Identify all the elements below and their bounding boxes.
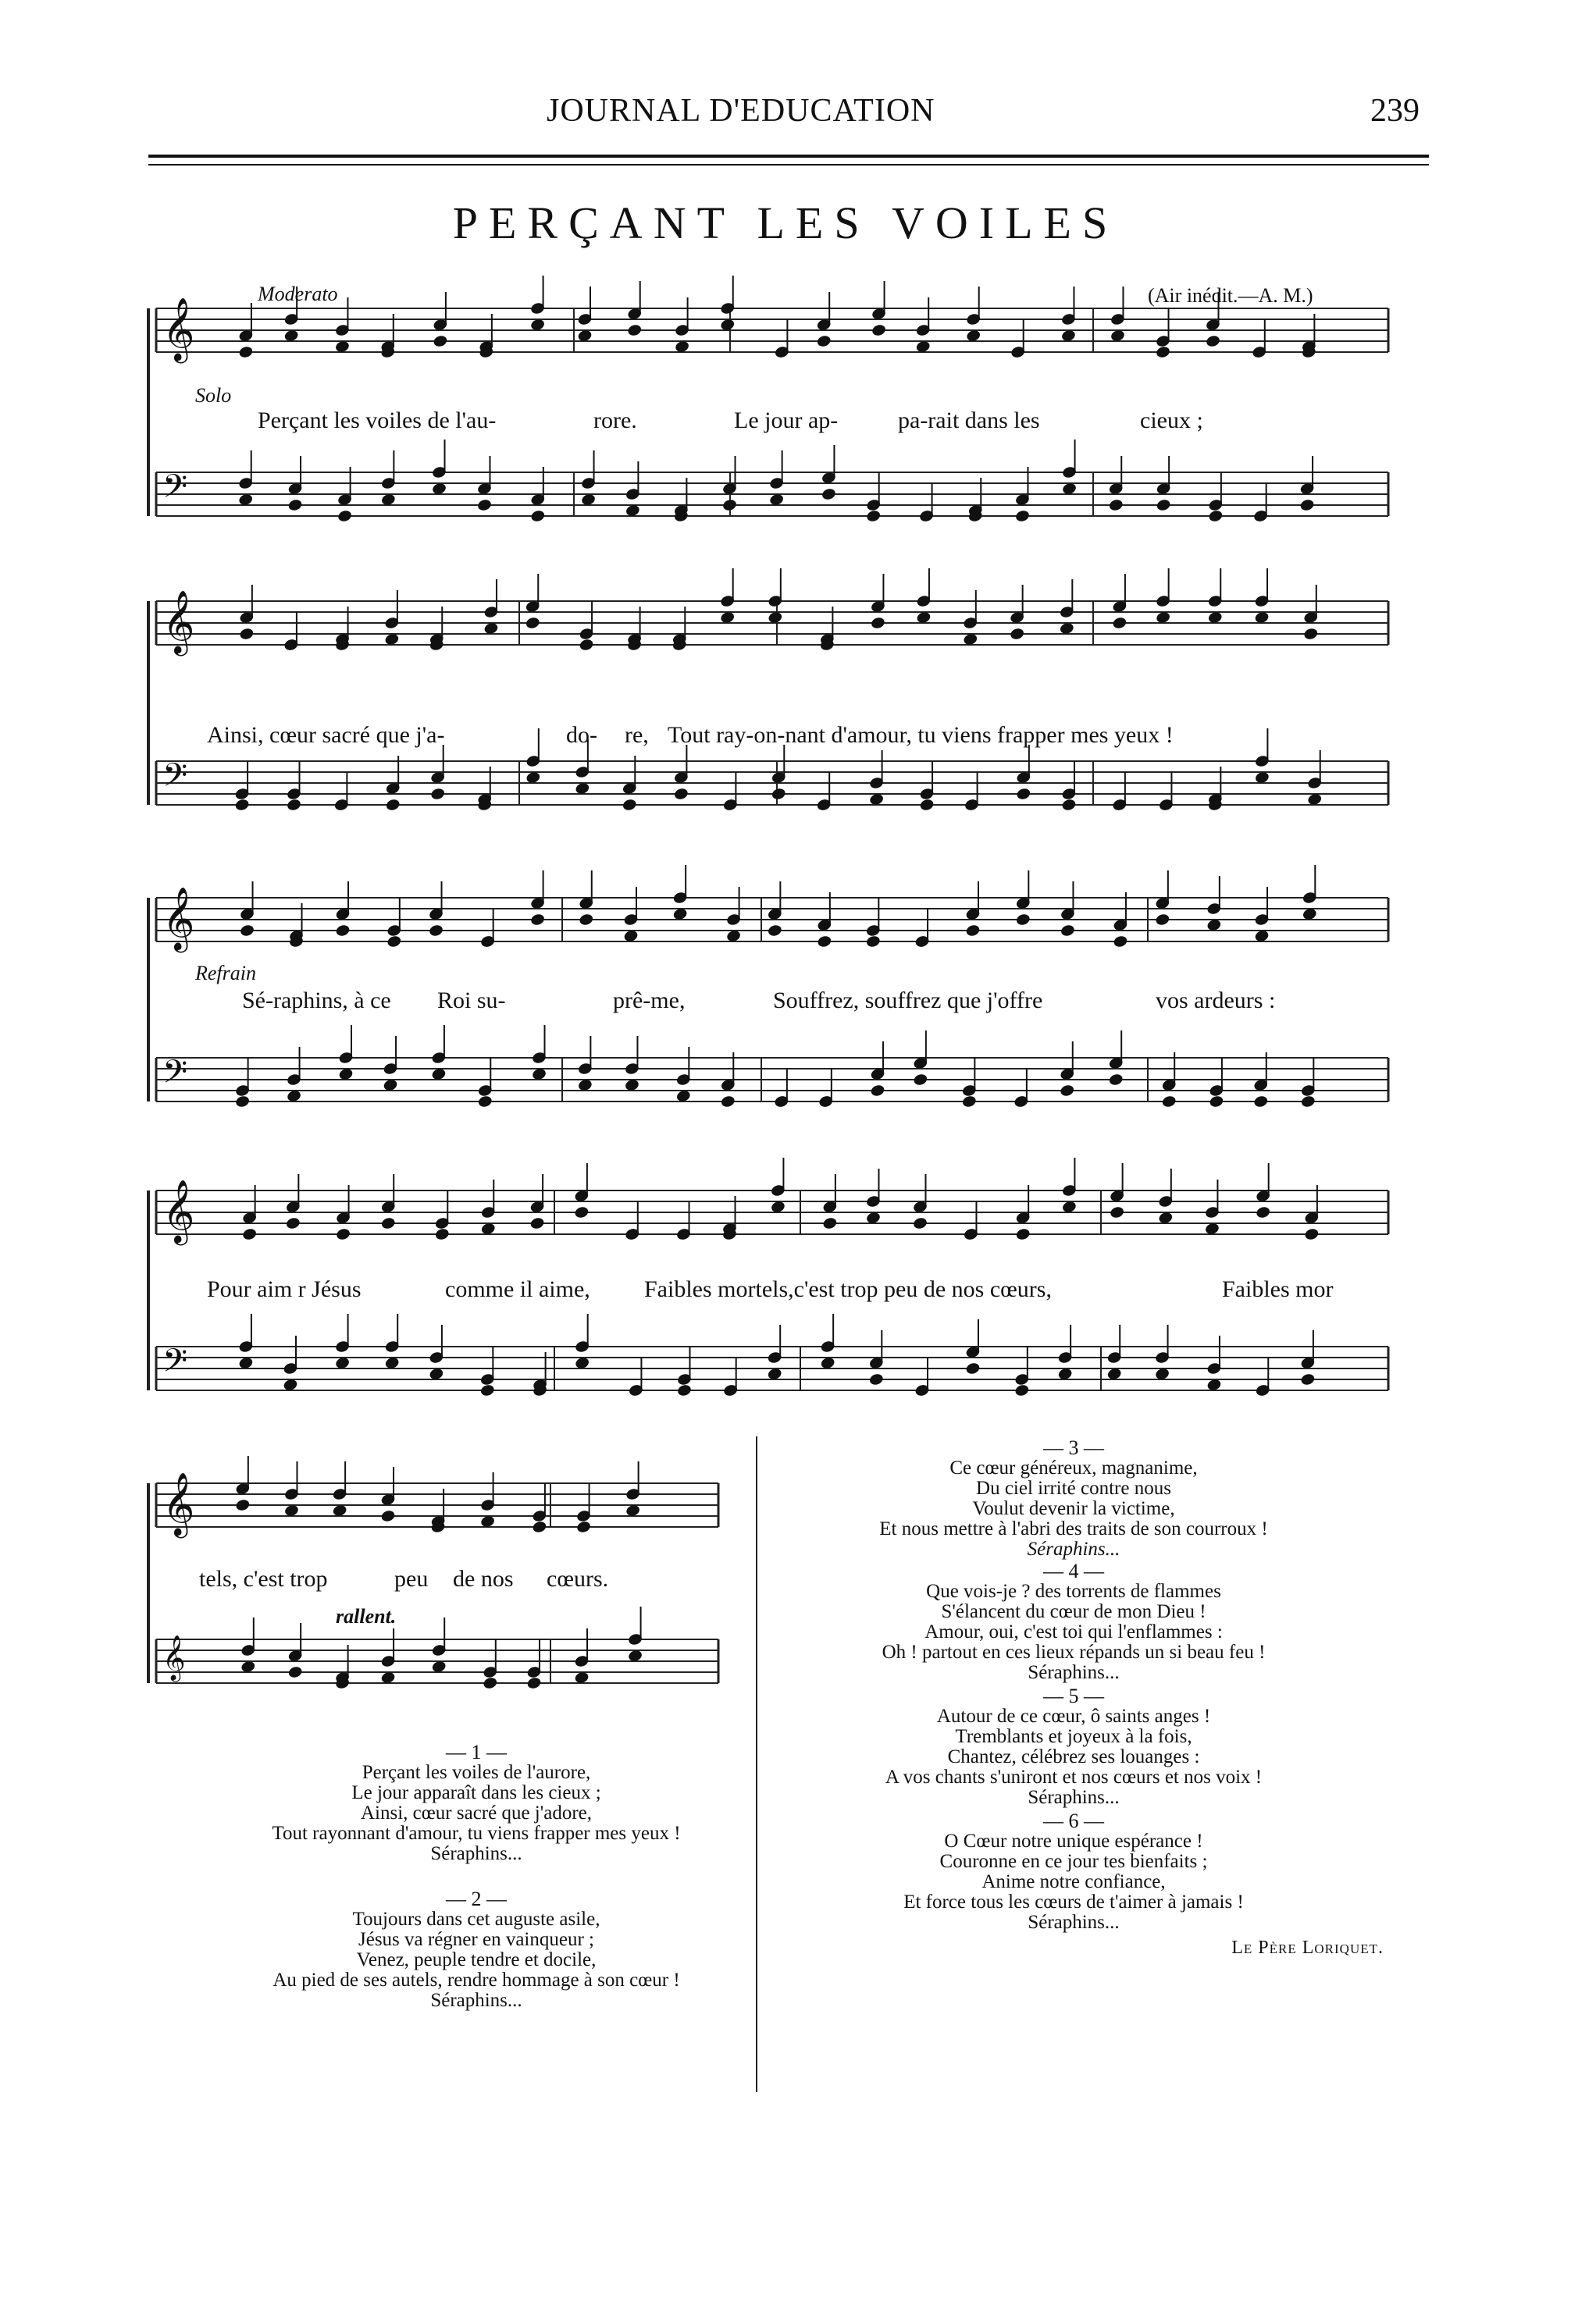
note-head bbox=[386, 799, 401, 812]
lyric-5-2: peu bbox=[394, 1566, 429, 1592]
note-head bbox=[431, 1068, 446, 1081]
refrain-label: Refrain bbox=[195, 962, 256, 984]
note-head bbox=[480, 1515, 495, 1529]
note-head bbox=[238, 346, 253, 359]
note-head bbox=[480, 1384, 495, 1397]
note-head bbox=[575, 1357, 590, 1370]
note-head bbox=[1016, 1228, 1031, 1241]
note-head bbox=[525, 771, 540, 785]
stanza-2-line-2: Jésus va régner en vainqueur ; bbox=[358, 1929, 594, 1950]
stanza-3-line-1: Ce cœur généreux, magnanime, bbox=[949, 1457, 1198, 1479]
note-head bbox=[1300, 499, 1315, 512]
note-head bbox=[674, 788, 689, 801]
note-head bbox=[721, 1095, 736, 1109]
treble-clef-icon: 𝄞 bbox=[162, 297, 195, 361]
lyric-1-1: Perçant les voiles de l'au- bbox=[258, 408, 497, 433]
lyric-3-5: vos ardeurs : bbox=[1156, 988, 1276, 1013]
stanza-5-line-1: Autour de ce cœur, ô saints anges ! bbox=[936, 1706, 1211, 1727]
note-head bbox=[1155, 1368, 1170, 1381]
note-head bbox=[1060, 622, 1074, 635]
note-head bbox=[822, 1217, 837, 1230]
stanza-2-refrain: Séraphins... bbox=[430, 1990, 522, 2011]
author-signature: Le Père Loriquet. bbox=[1231, 1938, 1384, 1958]
stanza-4-refrain: Séraphins... bbox=[1028, 1662, 1120, 1683]
note-head bbox=[337, 510, 352, 523]
note-head bbox=[530, 913, 545, 927]
note-head bbox=[965, 924, 980, 938]
lyric-3-1: Sé-raphins, à ce bbox=[242, 988, 391, 1013]
note-head bbox=[720, 319, 735, 332]
note-head bbox=[1206, 335, 1220, 348]
note-head bbox=[623, 930, 638, 943]
note-head bbox=[1060, 924, 1075, 938]
note-head bbox=[335, 340, 350, 354]
note-head bbox=[235, 1095, 250, 1109]
note-head bbox=[381, 493, 396, 507]
note-head bbox=[821, 1357, 835, 1370]
note-head bbox=[574, 1671, 589, 1685]
note-head bbox=[1110, 1206, 1124, 1219]
note-head bbox=[1206, 1379, 1221, 1392]
stanza-3-refrain: Séraphins... bbox=[1027, 1539, 1120, 1560]
note-head bbox=[579, 639, 594, 652]
stanza-3-line-3: Voulut devenir la victime, bbox=[972, 1498, 1175, 1519]
stanza-6-line-3: Anime notre confiance, bbox=[981, 1871, 1166, 1892]
note-head bbox=[242, 1228, 257, 1241]
note-head bbox=[1205, 1223, 1220, 1236]
rallent-label: rallent. bbox=[336, 1605, 397, 1628]
note-head bbox=[1155, 913, 1170, 927]
note-head bbox=[381, 1217, 396, 1230]
note-head bbox=[913, 1217, 928, 1230]
stanza-6 bbox=[769, 1811, 1378, 1933]
stanza-1-line-4: Tout rayonnant d'amour, tu viens frapper mes yeux ! bbox=[272, 1823, 681, 1844]
note-head bbox=[625, 1504, 640, 1518]
note-head bbox=[1010, 628, 1024, 641]
note-head bbox=[625, 1079, 639, 1092]
note-head bbox=[870, 1084, 885, 1098]
stanza-4-line-4: Oh ! partout en ces lieux répands un si beau feu ! bbox=[882, 1642, 1266, 1663]
note-head bbox=[284, 329, 299, 343]
note-head bbox=[913, 1073, 928, 1087]
note-head bbox=[769, 493, 784, 507]
note-head bbox=[1061, 799, 1076, 812]
note-head bbox=[628, 1650, 643, 1663]
stanza-5 bbox=[769, 1686, 1378, 1808]
note-head bbox=[625, 504, 640, 518]
note-head bbox=[286, 1217, 301, 1230]
note-head bbox=[1062, 1201, 1077, 1214]
note-head bbox=[1158, 1212, 1173, 1225]
note-head bbox=[1061, 329, 1076, 343]
note-head bbox=[532, 1068, 547, 1081]
stanza-2-line-4: Au pied de ses autels, rendre hommage à son cœur ! bbox=[273, 1970, 680, 1991]
note-head bbox=[429, 924, 444, 938]
note-head bbox=[432, 482, 447, 496]
note-head bbox=[333, 1504, 347, 1518]
note-head bbox=[771, 788, 786, 801]
note-head bbox=[871, 324, 886, 337]
note-head bbox=[387, 935, 401, 948]
note-head bbox=[576, 1521, 591, 1534]
note-head bbox=[1107, 1368, 1122, 1381]
song-title: PERÇANT LES VOILES bbox=[452, 198, 1119, 248]
stanza-3-line-4: Et nous mettre à l'abri des traits de son courroux ! bbox=[879, 1518, 1268, 1539]
note-head bbox=[574, 1206, 589, 1219]
note-head bbox=[962, 1095, 977, 1109]
note-head bbox=[240, 1660, 255, 1674]
note-head bbox=[677, 1384, 692, 1397]
note-head bbox=[578, 1079, 593, 1092]
solo-label: Solo bbox=[195, 384, 232, 407]
note-head bbox=[1307, 793, 1322, 806]
bass-clef-icon: 𝄢 bbox=[162, 468, 188, 513]
note-head bbox=[238, 1357, 253, 1370]
lyric-2-1: Ainsi, cœur sacré que j'a- bbox=[207, 722, 445, 748]
note-head bbox=[1255, 771, 1270, 785]
note-head bbox=[335, 924, 350, 938]
note-head bbox=[287, 799, 301, 812]
note-head bbox=[530, 510, 545, 523]
bass-clef-icon: 𝄢 bbox=[162, 756, 188, 802]
note-head bbox=[1015, 510, 1030, 523]
note-head bbox=[383, 1079, 397, 1092]
note-head bbox=[722, 499, 737, 512]
note-head bbox=[866, 935, 881, 948]
treble-clef-icon: 𝄞 bbox=[162, 589, 195, 653]
note-head bbox=[238, 493, 253, 507]
note-head bbox=[478, 1095, 493, 1109]
stanza-2-number: — 2 — bbox=[446, 1888, 507, 1910]
lyric-4-2: comme il aime, bbox=[445, 1276, 590, 1302]
note-head bbox=[871, 617, 885, 630]
note-head bbox=[481, 1223, 496, 1236]
stanza-4 bbox=[769, 1561, 1378, 1683]
note-head bbox=[530, 319, 545, 332]
lyric-3-4: Souffrez, souffrez que j'offre bbox=[773, 988, 1043, 1013]
lyric-3-3: prê-me, bbox=[613, 988, 686, 1013]
note-head bbox=[235, 799, 250, 812]
note-head bbox=[483, 622, 498, 635]
stanza-2 bbox=[211, 1889, 742, 2011]
note-head bbox=[866, 510, 881, 523]
note-head bbox=[483, 1677, 497, 1690]
stanza-5-line-3: Chantez, célébrez ses louanges : bbox=[947, 1746, 1200, 1767]
lyric-1-2: rore. bbox=[593, 408, 637, 433]
note-head bbox=[1062, 482, 1077, 496]
note-head bbox=[1156, 499, 1171, 512]
stanza-3-number: — 3 — bbox=[1043, 1436, 1104, 1459]
note-head bbox=[575, 782, 590, 795]
note-head bbox=[768, 611, 782, 625]
note-head bbox=[966, 329, 981, 343]
stanza-4-line-1: Que vois-je ? des torrents de flammes bbox=[926, 1581, 1221, 1602]
note-head bbox=[1304, 1228, 1319, 1241]
treble-clef-icon: 𝄞 bbox=[162, 886, 195, 950]
lyric-5-4: cœurs. bbox=[547, 1566, 609, 1592]
stanza-3-line-2: Du ciel irrité contre nous bbox=[976, 1478, 1171, 1499]
note-head bbox=[726, 930, 741, 943]
stanza-5-line-4: A vos chants s'uniront et nos cœurs et nos voix ! bbox=[885, 1767, 1263, 1788]
note-head bbox=[821, 488, 836, 501]
note-head bbox=[768, 924, 782, 938]
stanza-3 bbox=[769, 1438, 1378, 1560]
note-head bbox=[384, 633, 399, 646]
note-head bbox=[581, 493, 596, 507]
note-head bbox=[577, 329, 592, 343]
note-head bbox=[336, 1228, 351, 1241]
stanza-4-line-3: Amour, oui, c'est toi qui l'enflammes : bbox=[924, 1621, 1223, 1642]
lyric-1-5: cieux ; bbox=[1140, 408, 1203, 433]
note-head bbox=[1209, 1095, 1224, 1109]
lyric-1-3: Le jour ap- bbox=[734, 408, 839, 433]
bass-clef-icon: 𝄢 bbox=[162, 1342, 188, 1387]
note-head bbox=[1113, 935, 1127, 948]
note-head bbox=[433, 335, 447, 348]
bass-clef-icon: 𝄢 bbox=[162, 1053, 188, 1098]
note-head bbox=[1016, 913, 1031, 927]
stanza-6-refrain: Séraphins... bbox=[1028, 1912, 1120, 1933]
note-head bbox=[1060, 1084, 1074, 1098]
note-head bbox=[817, 335, 832, 348]
note-head bbox=[627, 324, 642, 337]
note-head bbox=[1112, 617, 1127, 630]
note-head bbox=[579, 913, 593, 927]
treble-clef-icon: 𝄞 bbox=[162, 1472, 195, 1536]
attribution: (Air inédit.—A. M.) bbox=[1148, 284, 1313, 307]
note-head bbox=[869, 793, 884, 806]
note-head bbox=[532, 1521, 547, 1534]
stanza-1-number: — 1 — bbox=[446, 1741, 507, 1763]
note-head bbox=[1300, 1373, 1315, 1386]
note-head bbox=[429, 1368, 444, 1381]
note-head bbox=[676, 1090, 691, 1103]
note-head bbox=[1254, 930, 1269, 943]
note-head bbox=[525, 617, 540, 630]
note-head bbox=[1058, 1368, 1073, 1381]
stanza-1-line-3: Ainsi, cœur sacré que j'adore, bbox=[360, 1803, 593, 1824]
note-head bbox=[338, 1068, 353, 1081]
stanza-1 bbox=[211, 1742, 742, 1864]
treble-clef-icon: 𝄞 bbox=[162, 1179, 195, 1243]
stanza-1-line-2: Le jour apparaît dans les cieux ; bbox=[351, 1782, 601, 1803]
note-head bbox=[866, 1212, 881, 1225]
note-head bbox=[284, 1504, 299, 1518]
note-head bbox=[771, 1201, 786, 1214]
note-head bbox=[720, 611, 735, 625]
note-head bbox=[1110, 329, 1125, 343]
note-head bbox=[1156, 346, 1170, 359]
note-head bbox=[768, 1368, 782, 1381]
note-head bbox=[673, 908, 688, 921]
tempo-marking: Moderato bbox=[258, 283, 338, 305]
stanza-5-number: — 5 — bbox=[1043, 1685, 1104, 1707]
note-head bbox=[1254, 611, 1269, 625]
note-head bbox=[283, 1379, 297, 1392]
note-head bbox=[1156, 611, 1170, 625]
note-head bbox=[526, 1677, 541, 1690]
note-head bbox=[288, 1666, 303, 1679]
note-head bbox=[240, 924, 255, 938]
note-head bbox=[1301, 1095, 1316, 1109]
note-head bbox=[1206, 919, 1221, 932]
note-head bbox=[1016, 788, 1031, 801]
bass-clef-icon: 𝄞 bbox=[162, 1635, 186, 1680]
lyric-2-2: do- bbox=[566, 722, 597, 748]
stanza-6-line-1: O Cœur notre unique espérance ! bbox=[944, 1831, 1203, 1852]
note-head bbox=[381, 1671, 396, 1685]
stanza-2-line-1: Toujours dans cet auguste asile, bbox=[352, 1909, 600, 1930]
note-head bbox=[916, 611, 931, 625]
note-head bbox=[919, 799, 934, 812]
lyric-1-4: pa-rait dans les bbox=[898, 408, 1040, 433]
note-head bbox=[435, 1228, 450, 1241]
note-head bbox=[1162, 1095, 1177, 1109]
note-head bbox=[1109, 499, 1124, 512]
note-head bbox=[963, 633, 978, 646]
note-head bbox=[380, 1510, 395, 1523]
note-head bbox=[965, 1362, 980, 1376]
note-head bbox=[1256, 1206, 1270, 1219]
note-head bbox=[1208, 611, 1223, 625]
note-head bbox=[385, 1357, 400, 1370]
lyric-2-3: re, bbox=[625, 722, 649, 748]
note-head bbox=[916, 340, 931, 354]
column-divider bbox=[756, 1436, 757, 2092]
stanza-5-line-2: Tremblants et joyeux à la fois, bbox=[955, 1726, 1192, 1747]
note-head bbox=[1208, 510, 1223, 523]
note-head bbox=[432, 1660, 447, 1674]
stanza-6-number: — 6 — bbox=[1043, 1810, 1104, 1832]
stanza-4-number: — 4 — bbox=[1043, 1560, 1104, 1582]
stanza-6-line-2: Couronne en ce jour tes bienfaits ; bbox=[939, 1851, 1208, 1872]
lyric-4-3: Faibles mortels,c'est trop peu de nos cœurs, bbox=[644, 1276, 1052, 1302]
note-head bbox=[239, 628, 254, 641]
lyric-3-2: Roi su- bbox=[437, 988, 506, 1013]
note-head bbox=[622, 799, 637, 812]
note-head bbox=[817, 935, 832, 948]
note-head bbox=[1303, 628, 1318, 641]
note-head bbox=[1253, 1095, 1268, 1109]
note-head bbox=[235, 1499, 250, 1512]
stanza-6-line-4: Et force tous les cœurs de t'aimer à jamais ! bbox=[903, 1892, 1244, 1913]
note-head bbox=[1109, 1073, 1124, 1087]
note-head bbox=[287, 499, 302, 512]
note-head bbox=[1302, 908, 1317, 921]
stanza-5-refrain: Séraphins... bbox=[1028, 1787, 1120, 1808]
note-head bbox=[430, 788, 445, 801]
note-head bbox=[1014, 1384, 1029, 1397]
lyric-5-3: de nos bbox=[453, 1566, 514, 1592]
page-number: 239 bbox=[1370, 93, 1420, 129]
note-head bbox=[869, 1373, 884, 1386]
stanza-1-line-1: Perçant les voiles de l'aurore, bbox=[362, 1762, 591, 1783]
note-head bbox=[477, 499, 492, 512]
note-head bbox=[287, 1090, 301, 1103]
lyric-4-4: Faibles mor bbox=[1222, 1276, 1334, 1302]
note-head bbox=[675, 340, 689, 354]
stanza-1-refrain: Séraphins... bbox=[430, 1843, 522, 1864]
note-head bbox=[530, 1217, 545, 1230]
journal-title: JOURNAL D'EDUCATION bbox=[547, 93, 935, 129]
lyric-5-1: tels, c'est trop bbox=[199, 1566, 328, 1592]
stanza-2-line-3: Venez, peuple tendre et docile, bbox=[356, 1949, 597, 1970]
note-head bbox=[335, 1357, 350, 1370]
lyric-2-4: Tout ray-on-nant d'amour, tu viens frapper mes yeux ! bbox=[668, 722, 1174, 748]
stanza-4-line-2: S'élancent du cœur de mon Dieu ! bbox=[941, 1601, 1206, 1622]
lyric-4-1: Pour aim r Jésus bbox=[207, 1276, 362, 1302]
